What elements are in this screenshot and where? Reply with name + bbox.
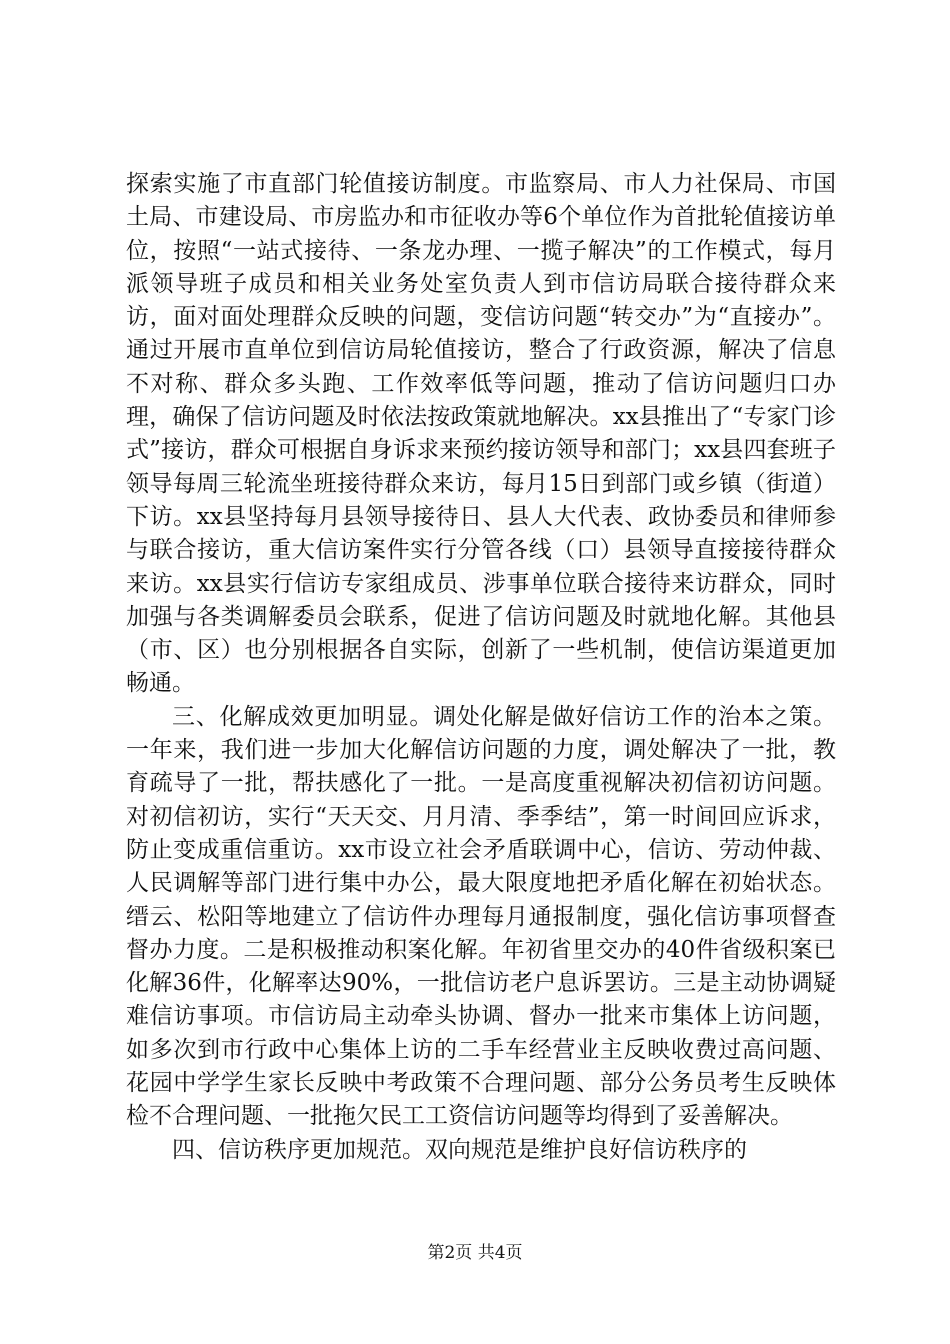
paragraph-1: 探索实施了市直部门轮值接访制度。市监察局、市人力社保局、市国土局、市建设局、市房监办和市征收办等6个单位作为首批轮值接访单位，按照“一站式接待、一条龙办理、一揽子解决”的工作模式，每月派领导班子成员和相关业务处室负责人到市信访局联合接待群众来访，面对面处理群众反映的问题，变信访问题“转交办”为“直接办”。通过开展市直单位到信访局轮值接访，整合了行政资源，解决了信息不对称、群众多头跑、工作效率低等问题，推动了信访问题归口办理，确保了信访问题及时依法按政策就地解决。xx县推出了“专家门诊式”接访，群众可根据自身诉求来预约接访领导和部门；xx县四套班子领导每周三轮流坐班接待群众来访，每月15日到部门或乡镇（街道）下访。xx县坚持每月县领导接待日、县人大代表、政协委员和律师参与联合接访，重大信访案件实行分管各线（口）县领导直接接待群众来访。xx县实行信访专家组成员、涉事单位联合接待来访群众，同时加强与各类调解委员会联系，促进了信访问题及时就地化解。其他县（市、区）也分别根据各自实际，创新了一些机制，使信访渠道更加畅通。 — [126, 171, 836, 697]
page-number-footer: 第2页 共4页 — [427, 1243, 523, 1263]
paragraph-3: 四、信访秩序更加规范。双向规范是维护良好信访秩序的 — [172, 1136, 747, 1163]
document-body — [126, 168, 836, 1167]
paragraph-2: 三、化解成效更加明显。调处化解是做好信访工作的治本之策。一年来，我们进一步加大化解信访问题的力度，调处解决了一批，教育疏导了一批，帮扶感化了一批。一是高度重视解决初信初访问题。对初信初访，实行“天天交、月月清、季季结”，第一时间回应诉求，防止变成重信重访。xx市设立社会矛盾联调中心，信访、劳动仲裁、人民调解等部门进行集中办公，最大限度地把矛盾化解在初始状态。缙云、松阳等地建立了信访件办理每月通报制度，强化信访事项督查督办力度。二是积极推动积案化解。年初省里交办的40件省级积案已化解36件，化解率达90%，一批信访老户息诉罢访。三是主动协调疑难信访事项。市信访局主动牵头协调、督办一批来市集体上访问题，如多次到市行政中心集体上访的二手车经营业主反映收费过高问题、花园中学学生家长反映中考政策不合理问题、部分公务员考生反映体检不合理问题、一批拖欠民工工资信访问题等均得到了妥善解决。 — [126, 703, 836, 1130]
